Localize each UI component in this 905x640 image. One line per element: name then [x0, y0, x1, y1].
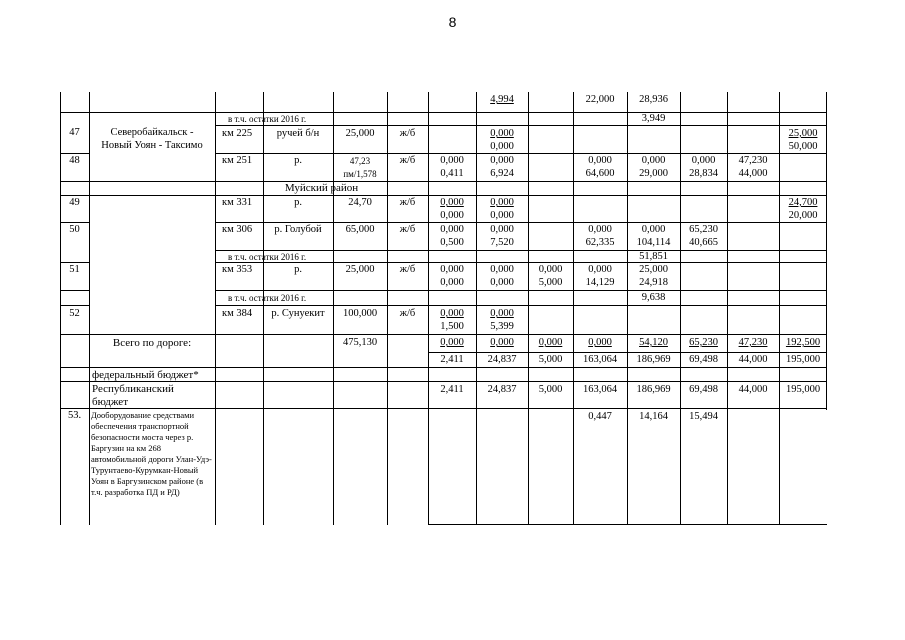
cell: 40,665 — [689, 237, 718, 248]
cell: 47,230 — [738, 337, 768, 348]
cell: 0,000 — [490, 141, 514, 152]
cell: 186,969 — [636, 354, 671, 365]
cell: р. Голубой — [274, 224, 322, 235]
cell: 44,000 — [738, 384, 768, 395]
cell: 0,000 — [641, 155, 666, 166]
cell: 9,638 — [641, 292, 666, 303]
cell: 0,000 — [490, 308, 514, 319]
cell: 163,064 — [582, 354, 618, 365]
cell: 0,000 — [538, 264, 563, 275]
cell: 54,120 — [639, 337, 668, 348]
cell: 195,000 — [785, 384, 821, 395]
road-name: Северобайкальск - — [110, 127, 194, 138]
cell: 0,000 — [588, 224, 612, 235]
cell: 0,000 — [440, 155, 464, 166]
cell: 14,129 — [585, 277, 615, 288]
cell: 0,000 — [490, 337, 514, 348]
cell: 0,000 — [440, 197, 464, 208]
cell: 5,000 — [538, 384, 563, 395]
row-number: 52 — [69, 308, 80, 319]
cell: 0,000 — [588, 155, 612, 166]
cell: ж/б — [399, 264, 416, 275]
cell: 51,851 — [639, 251, 668, 262]
cell: км 353 — [222, 264, 253, 275]
row-number: 47 — [69, 127, 80, 138]
cell: 1,500 — [440, 321, 464, 332]
cell: р. — [294, 155, 302, 166]
cell: 44,000 — [738, 354, 768, 365]
cell: 24,837 — [487, 354, 517, 365]
cell: р. — [294, 197, 302, 208]
federal-budget-label: федеральный бюджет* — [92, 369, 199, 381]
cell: 24,837 — [487, 384, 517, 395]
republic-budget-label: бюджет — [92, 396, 128, 408]
cell: 24,700 — [788, 197, 818, 208]
republic-budget-label: Республиканский — [92, 383, 174, 395]
cell: 47,230 — [738, 155, 768, 166]
cell: 475,130 — [342, 337, 378, 348]
cell: 25,000 — [639, 264, 668, 275]
cell: 5,000 — [538, 277, 563, 288]
cell: 0,000 — [440, 277, 464, 288]
cell: 0,000 — [440, 224, 464, 235]
cell: 0,000 — [440, 210, 464, 221]
cell: 0,447 — [588, 411, 612, 422]
row-number: 48 — [69, 155, 80, 166]
cell: 104,114 — [636, 237, 671, 248]
cell: 25,000 — [345, 264, 375, 275]
row-description: Дооборудование средствами обеспечения транспортной безопасности моста через р. Баргузин на км 268 автомобильной дороги Улан-Удэ-Турунтаево-Курумкан-Новый Уоян в Баргузинском районе (в т.ч. разработка ПД и РД) — [91, 410, 212, 497]
cell: 24,70 — [348, 197, 372, 208]
cell: 24,918 — [639, 277, 668, 288]
cell: км 384 — [222, 308, 253, 319]
cell: 0,000 — [440, 308, 464, 319]
cell: км 251 — [222, 155, 253, 166]
cell: 44,000 — [738, 168, 768, 179]
cell: 69,498 — [689, 384, 718, 395]
note-remainder: в т.ч. остатки 2016 г. — [228, 293, 307, 303]
cell: 25,000 — [345, 128, 375, 139]
cell: р. — [294, 264, 302, 275]
total-label: Всего по дороге: — [112, 337, 192, 349]
cell: 22,000 — [585, 94, 615, 105]
row-number: 51 — [69, 264, 80, 275]
cell: 65,230 — [689, 337, 718, 348]
note-remainder: в т.ч. остатки 2016 г. — [228, 114, 307, 124]
road-name: Новый Уоян - Таксимо — [101, 140, 203, 151]
cell: 25,000 — [788, 128, 818, 139]
cell: 4,994 — [490, 94, 514, 105]
cell: 14,164 — [639, 411, 668, 422]
cell: 29,000 — [639, 168, 668, 179]
note-remainder: в т.ч. остатки 2016 г. — [228, 252, 307, 262]
cell: 28,936 — [639, 94, 668, 105]
cell: 5,399 — [490, 321, 514, 332]
cell: 5,000 — [538, 354, 563, 365]
cell: 69,498 — [689, 354, 718, 365]
cell: ручей б/н — [276, 128, 320, 139]
district-heading: Муйский район — [284, 182, 359, 194]
page-number: 8 — [448, 14, 457, 30]
cell: 0,000 — [490, 224, 514, 235]
cell: 163,064 — [582, 384, 618, 395]
cell: 2,411 — [440, 384, 464, 395]
cell: 100,000 — [342, 308, 378, 319]
cell: 28,834 — [689, 168, 718, 179]
row-number: 53. — [67, 410, 82, 421]
cell: 15,494 — [689, 411, 718, 422]
cell: ж/б — [399, 308, 416, 319]
cell: 0,000 — [588, 264, 612, 275]
cell: 64,600 — [585, 168, 615, 179]
cell: 7,520 — [490, 237, 514, 248]
cell: 195,000 — [785, 354, 821, 365]
cell: 0,000 — [490, 128, 514, 139]
cell: 0,000 — [490, 277, 514, 288]
cell: 62,335 — [585, 237, 615, 248]
cell: 0,000 — [641, 224, 666, 235]
cell: 0,500 — [440, 237, 464, 248]
cell: 0,000 — [538, 337, 563, 348]
cell: пм/1,578 — [343, 169, 377, 179]
cell: 0,000 — [490, 264, 514, 275]
cell: ж/б — [399, 224, 416, 235]
cell: ж/б — [399, 197, 416, 208]
cell: ж/б — [399, 128, 416, 139]
row-number: 50 — [69, 224, 80, 235]
cell: 0,000 — [490, 197, 514, 208]
cell: 47,23 — [349, 156, 371, 166]
cell: р. Сунуекит — [271, 308, 325, 319]
cell: 0,000 — [440, 264, 464, 275]
cell: км 331 — [222, 197, 253, 208]
cell: ж/б — [399, 155, 416, 166]
cell: 0,000 — [490, 210, 514, 221]
cell: 0,000 — [490, 155, 514, 166]
cell: 6,924 — [490, 168, 514, 179]
cell: 65,000 — [345, 224, 375, 235]
cell: км 306 — [222, 224, 253, 235]
cell: км 225 — [222, 128, 253, 139]
cell: 0,411 — [440, 168, 464, 179]
cell: 186,969 — [636, 384, 671, 395]
cell: 0,000 — [691, 155, 716, 166]
row-number: 49 — [69, 197, 80, 208]
cell: 3,949 — [641, 113, 666, 124]
cell: 65,230 — [689, 224, 718, 235]
cell: 0,000 — [588, 337, 612, 348]
cell: 0,000 — [440, 337, 464, 348]
cell: 50,000 — [788, 141, 818, 152]
cell: 2,411 — [440, 354, 464, 365]
cell: 20,000 — [788, 210, 818, 221]
cell: 192,500 — [785, 337, 821, 348]
